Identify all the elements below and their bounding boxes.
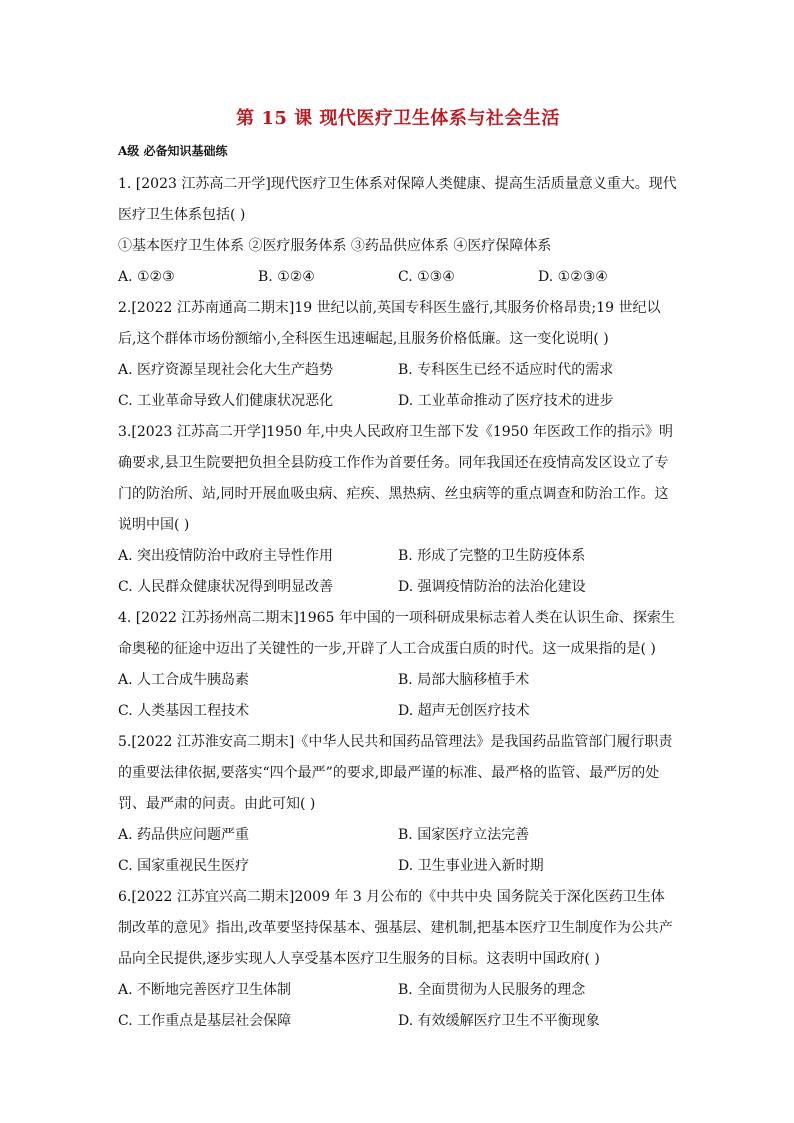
question-stem: 3.[2023 江苏高二开学]1950 年,中央人民政府卫生部下发《1950 年医政工作的指示》明确要求,县卫生院要把负担全县防疫工作作为首要任务。同年我国还在疫情高发区设立了专门的防治所、站,同时开展血吸虫病、疟疾、黑热病、丝虫病等的重点调查和防治工作。这说明中国( ) — [118, 424, 673, 533]
option-d: D. 超声无创医疗技术 — [398, 703, 530, 719]
question-options — [118, 665, 678, 727]
option-c: C. 国家重视民生医疗 — [118, 858, 250, 874]
question-options — [118, 355, 678, 417]
option-b: B. 专科医生已经不适应时代的需求 — [398, 362, 614, 378]
question-6 — [118, 882, 678, 1037]
option-d: D. 卫生事业进入新时期 — [398, 858, 544, 874]
option-a: A. ①②③ — [118, 269, 175, 285]
question-2 — [118, 293, 678, 417]
section-heading: A级 必备知识基础练 — [118, 144, 228, 158]
question-stem: 6.[2022 江苏宜兴高二期末]2009 年 3 月公布的《中共中央 国务院关于深化医药卫生体制改革的意见》指出,改革要坚持保基本、强基层、建机制,把基本医疗卫生制度作为公共产品向全民提供,逐步实现人人享受基本医疗卫生服务的目标。这表明中国政府( ) — [118, 889, 673, 967]
option-d: D. 工业革命推动了医疗技术的进步 — [398, 393, 614, 409]
question-options — [118, 820, 678, 882]
option-b: B. 局部大脑移植手术 — [398, 672, 530, 688]
option-c: C. 人类基因工程技术 — [118, 703, 250, 719]
option-a: A. 突出疫情防治中政府主导性作用 — [118, 548, 334, 564]
option-c: C. ①③④ — [398, 269, 455, 285]
option-c: C. 工业革命导致人们健康状况恶化 — [118, 393, 334, 409]
option-a: A. 不断地完善医疗卫生体制 — [118, 982, 292, 998]
option-d: D. 有效缓解医疗卫生不平衡现象 — [398, 1013, 600, 1029]
question-4 — [118, 603, 678, 727]
page-title: 第 15 课 现代医疗卫生体系与社会生活 — [236, 108, 560, 129]
option-d: D. 强调疫情防治的法治化建设 — [398, 579, 586, 595]
option-a: A. 人工合成牛胰岛素 — [118, 672, 250, 688]
question-stem: 1. [2023 江苏高二开学]现代医疗卫生体系对保障人类健康、提高生活质量意义重大。现代医疗卫生体系包括( ) — [118, 176, 677, 223]
option-d: D. ①②③④ — [538, 269, 608, 285]
option-a: A. 医疗资源呈现社会化大生产趋势 — [118, 362, 334, 378]
question-5 — [118, 727, 678, 882]
option-b: B. 全面贯彻为人民服务的理念 — [398, 982, 586, 998]
question-options — [118, 541, 678, 603]
question-stem: 4. [2022 江苏扬州高二期末]1965 年中国的一项科研成果标志着人类在认识生命、探索生命奥秘的征途中迈出了关键性的一步,开辟了人工合成蛋白质的时代。这一成果指的是( ) — [118, 610, 675, 657]
question-stem: 2.[2022 江苏南通高二期末]19 世纪以前,英国专科医生盛行,其服务价格昂贵;19 世纪以后,这个群体市场份额缩小,全科医生迅速崛起,且服务价格低廉。这一变化说明( ) — [118, 300, 661, 347]
option-c: C. 人民群众健康状况得到明显改善 — [118, 579, 334, 595]
question-stem: 5.[2022 江苏淮安高二期末]《中华人民共和国药品管理法》是我国药品监管部门履行职责的重要法律依据,要落实“四个最严”的要求,即最严谨的标准、最严格的监管、最严厉的处罚、最严肃的问责。由此可知( ) — [118, 734, 673, 812]
option-b: B. ①②④ — [258, 269, 315, 285]
question-1 — [118, 169, 678, 293]
option-b: B. 形成了完整的卫生防疫体系 — [398, 548, 586, 564]
worksheet-page — [118, 98, 678, 1037]
question-3 — [118, 417, 678, 603]
question-options — [118, 262, 678, 293]
option-b: B. 国家医疗立法完善 — [398, 827, 530, 843]
option-c: C. 工作重点是基层社会保障 — [118, 1013, 292, 1029]
question-extra: ①基本医疗卫生体系 ②医疗服务体系 ③药品供应体系 ④医疗保障体系 — [118, 238, 552, 254]
option-a: A. 药品供应问题严重 — [118, 827, 250, 843]
question-options — [118, 975, 678, 1037]
